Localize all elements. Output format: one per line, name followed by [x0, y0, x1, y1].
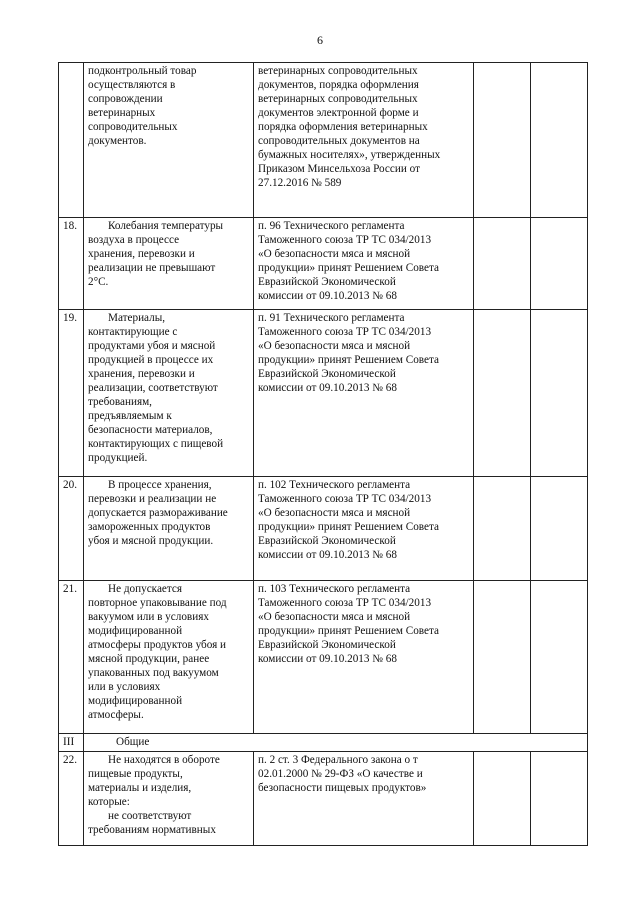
requirement-cell [84, 310, 254, 477]
answer-no-cell[interactable] [531, 752, 588, 846]
text-line: «О безопасности мяса и мясной [258, 611, 411, 623]
text-line: бумажных носителях», утвержденных [258, 149, 441, 161]
reference-cell [254, 63, 474, 218]
requirement-cell [84, 477, 254, 581]
text-line: реализации не превышают [88, 262, 216, 274]
text-line: предъявляемым к [88, 410, 172, 422]
requirement-cell [84, 218, 254, 310]
reference-cell [254, 310, 474, 477]
text-line: продукцией в процессе их [88, 354, 214, 366]
row-number: 22. [59, 752, 84, 846]
answer-no-cell[interactable] [531, 63, 588, 218]
text-line: Не допускается [108, 583, 183, 595]
text-line: документов. [88, 135, 147, 147]
text-line: контактирующих с пищевой [88, 438, 224, 450]
row-number: 19. [59, 310, 84, 477]
text-line: требованиям, [88, 396, 152, 408]
text-line: Материалы, [108, 312, 166, 324]
text-line: продукции» принят Решением Совета [258, 625, 439, 637]
text-line: документов, порядка оформления [258, 79, 419, 91]
text-line: комиссии от 09.10.2013 № 68 [258, 290, 397, 302]
table-row [59, 218, 588, 310]
text-line: продукции» принят Решением Совета [258, 262, 439, 274]
text-line: безопасности материалов, [88, 424, 213, 436]
table-row [59, 477, 588, 581]
text-line: реализации, соответствуют [88, 382, 218, 394]
text-line: Евразийской Экономической [258, 535, 396, 547]
text-line: повторное упаковывание под [88, 597, 227, 609]
text-line: пищевые продукты, [88, 768, 183, 780]
text-line: безопасности пищевых продуктов» [258, 782, 427, 794]
requirement-cell [84, 581, 254, 734]
text-line: сопроводительных [88, 121, 178, 133]
answer-yes-cell[interactable] [474, 310, 531, 477]
text-line: продуктами убоя и мясной [88, 340, 216, 352]
text-line: Приказом Минсельхоза России от [258, 163, 420, 175]
table-row [59, 752, 588, 846]
text-line: порядка оформления ветеринарных [258, 121, 428, 133]
answer-no-cell[interactable] [531, 477, 588, 581]
reference-cell [254, 581, 474, 734]
reference-cell [254, 477, 474, 581]
reference-cell [254, 218, 474, 310]
text-line: Таможенного союза ТР ТС 034/2013 [258, 326, 432, 338]
text-line: п. 91 Технического регламента [258, 312, 405, 324]
row-number: 18. [59, 218, 84, 310]
text-line: Таможенного союза ТР ТС 034/2013 [258, 234, 432, 246]
row-number: 21. [59, 581, 84, 734]
text-line: В процессе хранения, [108, 479, 212, 491]
answer-yes-cell[interactable] [474, 63, 531, 218]
answer-no-cell[interactable] [531, 581, 588, 734]
page-number: 6 [317, 33, 323, 47]
text-line: ветеринарных [88, 107, 156, 119]
text-line: воздуха в процессе [88, 234, 180, 246]
text-line: п. 102 Технического регламента [258, 479, 411, 491]
text-line: Евразийской Экономической [258, 368, 396, 380]
text-line: сопроводительных документов на [258, 135, 420, 147]
text-line: атмосферы продуктов убоя и [88, 639, 227, 651]
text-line: продукцией. [88, 452, 148, 464]
text-line: Не находятся в обороте [108, 754, 220, 766]
text-line: «О безопасности мяса и мясной [258, 248, 411, 260]
answer-yes-cell[interactable] [474, 752, 531, 846]
text-line: которые: [88, 796, 130, 808]
text-line: или в условиях [88, 681, 161, 693]
text-line: материалы и изделия, [88, 782, 192, 794]
text-line: контактирующие с [88, 326, 178, 338]
answer-no-cell[interactable] [531, 310, 588, 477]
text-line: атмосферы. [88, 709, 144, 721]
text-line: перевозки и реализации не [88, 493, 217, 505]
text-line: 27.12.2016 № 589 [258, 177, 342, 189]
table-row [59, 310, 588, 477]
text-line: комиссии от 09.10.2013 № 68 [258, 382, 397, 394]
section-number: III [59, 734, 84, 752]
text-line: Таможенного союза ТР ТС 034/2013 [258, 493, 432, 505]
requirement-cell [84, 63, 254, 218]
text-line: «О безопасности мяса и мясной [258, 340, 411, 352]
text-line: документов электронной форме и [258, 107, 419, 119]
text-line: подконтрольный товар [88, 65, 197, 77]
text-line: 02.01.2000 № 29-ФЗ «О качестве и [258, 768, 423, 780]
answer-yes-cell[interactable] [474, 477, 531, 581]
text-line: комиссии от 09.10.2013 № 68 [258, 549, 397, 561]
text-line: продукции» принят Решением Совета [258, 354, 439, 366]
text-line: п. 96 Технического регламента [258, 220, 405, 232]
text-line: п. 103 Технического регламента [258, 583, 411, 595]
row-number: 20. [59, 477, 84, 581]
text-line: допускается размораживание [88, 507, 228, 519]
checklist-table [58, 62, 588, 846]
text-line: продукции» принят Решением Совета [258, 521, 439, 533]
text-line: «О безопасности мяса и мясной [258, 507, 411, 519]
section-title-text: Общие [116, 736, 150, 748]
text-line: упакованных под вакуумом [88, 667, 219, 679]
text-line: ветеринарных сопроводительных [258, 93, 418, 105]
text-line: ветеринарных сопроводительных [258, 65, 418, 77]
text-line: вакуумом или в условиях [88, 611, 209, 623]
answer-yes-cell[interactable] [474, 581, 531, 734]
text-line: п. 2 ст. 3 Федерального закона о т [258, 754, 418, 766]
section-row [59, 734, 588, 752]
text-line: требованиям нормативных [88, 824, 216, 836]
table-row [59, 63, 588, 218]
text-line: Таможенного союза ТР ТС 034/2013 [258, 597, 432, 609]
text-line: модифицированной [88, 625, 183, 637]
answer-yes-cell[interactable] [474, 218, 531, 310]
text-line: хранения, перевозки и [88, 248, 195, 260]
text-line: замороженных продуктов [88, 521, 211, 533]
text-line: 2°С. [88, 276, 109, 288]
text-line: хранения, перевозки и [88, 368, 195, 380]
text-line: не соответствуют [108, 810, 192, 822]
row-number [59, 63, 84, 218]
text-line: модифицированной [88, 695, 183, 707]
text-line: осуществляются в [88, 79, 176, 91]
text-line: Колебания температуры [108, 220, 224, 232]
requirement-cell [84, 752, 254, 846]
text-line: комиссии от 09.10.2013 № 68 [258, 653, 397, 665]
section-title [84, 734, 588, 752]
reference-cell [254, 752, 474, 846]
text-line: сопровождении [88, 93, 163, 105]
text-line: мясной продукции, ранее [88, 653, 210, 665]
table-row [59, 581, 588, 734]
answer-no-cell[interactable] [531, 218, 588, 310]
text-line: Евразийской Экономической [258, 639, 396, 651]
text-line: убоя и мясной продукции. [88, 535, 214, 547]
text-line: Евразийской Экономической [258, 276, 396, 288]
